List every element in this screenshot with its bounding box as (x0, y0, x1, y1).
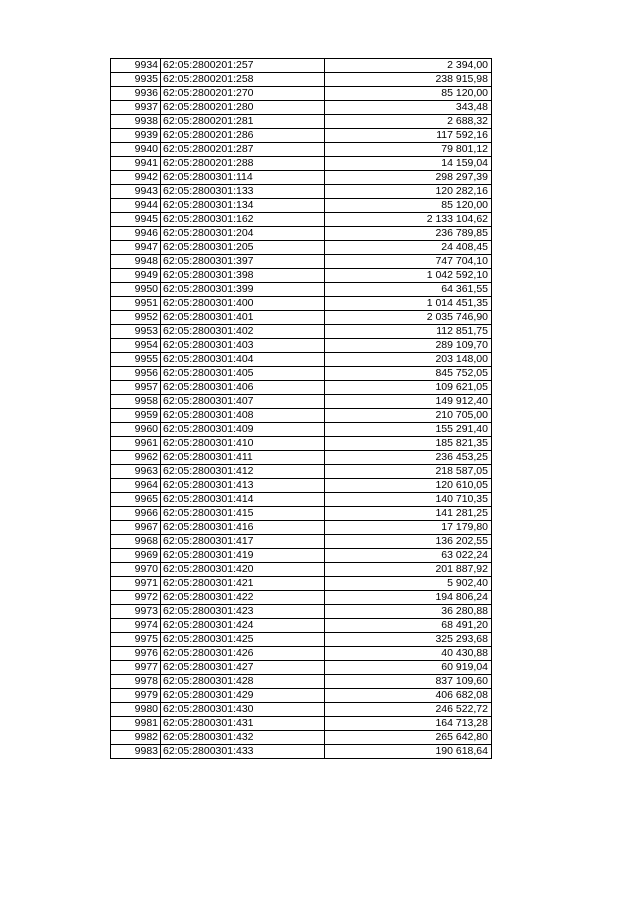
cadastral-number-cell: 62:05:2800301:422 (161, 591, 325, 605)
table-row (111, 661, 492, 675)
row-number-cell: 9941 (111, 157, 161, 171)
cadastral-number-cell: 62:05:2800201:281 (161, 115, 325, 129)
cadastral-number-cell: 62:05:2800301:413 (161, 479, 325, 493)
value-cell: 120 282,16 (325, 185, 492, 199)
value-cell: 406 682,08 (325, 689, 492, 703)
row-number-cell: 9967 (111, 521, 161, 535)
row-number-cell: 9942 (111, 171, 161, 185)
row-number-cell: 9972 (111, 591, 161, 605)
row-number-cell: 9934 (111, 59, 161, 73)
row-number-cell: 9939 (111, 129, 161, 143)
row-number-cell: 9935 (111, 73, 161, 87)
value-cell: 246 522,72 (325, 703, 492, 717)
cadastral-number-cell: 62:05:2800301:419 (161, 549, 325, 563)
row-number-cell: 9963 (111, 465, 161, 479)
table-row (111, 101, 492, 115)
row-number-cell: 9978 (111, 675, 161, 689)
cadastral-number-cell: 62:05:2800301:412 (161, 465, 325, 479)
row-number-cell: 9951 (111, 297, 161, 311)
row-number-cell: 9949 (111, 269, 161, 283)
table-row (111, 171, 492, 185)
value-cell: 164 713,28 (325, 717, 492, 731)
table-row (111, 479, 492, 493)
table-row (111, 157, 492, 171)
value-cell: 210 705,00 (325, 409, 492, 423)
table-row (111, 633, 492, 647)
cadastral-number-cell: 62:05:2800301:204 (161, 227, 325, 241)
row-number-cell: 9952 (111, 311, 161, 325)
value-cell: 17 179,80 (325, 521, 492, 535)
value-cell: 194 806,24 (325, 591, 492, 605)
value-cell: 14 159,04 (325, 157, 492, 171)
table-row (111, 227, 492, 241)
row-number-cell: 9948 (111, 255, 161, 269)
table-row (111, 577, 492, 591)
row-number-cell: 9980 (111, 703, 161, 717)
value-cell: 79 801,12 (325, 143, 492, 157)
table-row (111, 563, 492, 577)
value-cell: 265 642,80 (325, 731, 492, 745)
cadastral-value-table (110, 58, 492, 759)
value-cell: 136 202,55 (325, 535, 492, 549)
cadastral-number-cell: 62:05:2800301:421 (161, 577, 325, 591)
row-number-cell: 9954 (111, 339, 161, 353)
row-number-cell: 9937 (111, 101, 161, 115)
cadastral-number-cell: 62:05:2800301:427 (161, 661, 325, 675)
value-cell: 238 915,98 (325, 73, 492, 87)
cadastral-number-cell: 62:05:2800301:415 (161, 507, 325, 521)
value-cell: 298 297,39 (325, 171, 492, 185)
row-number-cell: 9944 (111, 199, 161, 213)
table-row (111, 87, 492, 101)
cadastral-number-cell: 62:05:2800301:417 (161, 535, 325, 549)
cadastral-number-cell: 62:05:2800301:205 (161, 241, 325, 255)
value-cell: 36 280,88 (325, 605, 492, 619)
cadastral-number-cell: 62:05:2800201:270 (161, 87, 325, 101)
row-number-cell: 9945 (111, 213, 161, 227)
row-number-cell: 9974 (111, 619, 161, 633)
cadastral-number-cell: 62:05:2800301:399 (161, 283, 325, 297)
table-row (111, 269, 492, 283)
cadastral-number-cell: 62:05:2800301:404 (161, 353, 325, 367)
table-row (111, 451, 492, 465)
value-cell: 141 281,25 (325, 507, 492, 521)
table-row (111, 703, 492, 717)
value-cell: 343,48 (325, 101, 492, 115)
row-number-cell: 9981 (111, 717, 161, 731)
value-cell: 236 453,25 (325, 451, 492, 465)
table-row (111, 325, 492, 339)
cadastral-number-cell: 62:05:2800301:408 (161, 409, 325, 423)
table-row (111, 465, 492, 479)
value-cell: 201 887,92 (325, 563, 492, 577)
value-cell: 109 621,05 (325, 381, 492, 395)
value-cell: 120 610,05 (325, 479, 492, 493)
cadastral-number-cell: 62:05:2800301:414 (161, 493, 325, 507)
row-number-cell: 9973 (111, 605, 161, 619)
table-row (111, 73, 492, 87)
value-cell: 64 361,55 (325, 283, 492, 297)
cadastral-number-cell: 62:05:2800301:425 (161, 633, 325, 647)
value-cell: 2 394,00 (325, 59, 492, 73)
value-cell: 24 408,45 (325, 241, 492, 255)
cadastral-number-cell: 62:05:2800301:400 (161, 297, 325, 311)
value-cell: 747 704,10 (325, 255, 492, 269)
cadastral-number-cell: 62:05:2800301:433 (161, 745, 325, 759)
value-cell: 155 291,40 (325, 423, 492, 437)
table-row (111, 437, 492, 451)
row-number-cell: 9940 (111, 143, 161, 157)
table-row (111, 381, 492, 395)
table-row (111, 255, 492, 269)
table-row (111, 493, 492, 507)
row-number-cell: 9957 (111, 381, 161, 395)
value-cell: 112 851,75 (325, 325, 492, 339)
row-number-cell: 9964 (111, 479, 161, 493)
value-cell: 185 821,35 (325, 437, 492, 451)
value-cell: 117 592,16 (325, 129, 492, 143)
value-cell: 149 912,40 (325, 395, 492, 409)
value-cell: 1 014 451,35 (325, 297, 492, 311)
table-row (111, 423, 492, 437)
table-row (111, 185, 492, 199)
row-number-cell: 9982 (111, 731, 161, 745)
cadastral-number-cell: 62:05:2800301:416 (161, 521, 325, 535)
row-number-cell: 9968 (111, 535, 161, 549)
table-row (111, 283, 492, 297)
cadastral-number-cell: 62:05:2800301:424 (161, 619, 325, 633)
row-number-cell: 9943 (111, 185, 161, 199)
row-number-cell: 9936 (111, 87, 161, 101)
table-row (111, 507, 492, 521)
cadastral-number-cell: 62:05:2800301:420 (161, 563, 325, 577)
value-cell: 325 293,68 (325, 633, 492, 647)
table-row (111, 143, 492, 157)
table-row (111, 535, 492, 549)
table-row (111, 395, 492, 409)
value-cell: 837 109,60 (325, 675, 492, 689)
cadastral-number-cell: 62:05:2800301:429 (161, 689, 325, 703)
row-number-cell: 9969 (111, 549, 161, 563)
row-number-cell: 9955 (111, 353, 161, 367)
row-number-cell: 9960 (111, 423, 161, 437)
cadastral-number-cell: 62:05:2800201:287 (161, 143, 325, 157)
value-cell: 60 919,04 (325, 661, 492, 675)
cadastral-number-cell: 62:05:2800301:407 (161, 395, 325, 409)
table-row (111, 311, 492, 325)
cadastral-number-cell: 62:05:2800301:430 (161, 703, 325, 717)
table-row (111, 745, 492, 759)
row-number-cell: 9966 (111, 507, 161, 521)
cadastral-number-cell: 62:05:2800301:162 (161, 213, 325, 227)
value-cell: 203 148,00 (325, 353, 492, 367)
value-cell: 1 042 592,10 (325, 269, 492, 283)
value-cell: 2 035 746,90 (325, 311, 492, 325)
cadastral-number-cell: 62:05:2800301:406 (161, 381, 325, 395)
cadastral-number-cell: 62:05:2800201:280 (161, 101, 325, 115)
value-cell: 63 022,24 (325, 549, 492, 563)
row-number-cell: 9958 (111, 395, 161, 409)
table-row (111, 675, 492, 689)
cadastral-number-cell: 62:05:2800201:286 (161, 129, 325, 143)
table-row (111, 717, 492, 731)
row-number-cell: 9959 (111, 409, 161, 423)
row-number-cell: 9950 (111, 283, 161, 297)
value-cell: 218 587,05 (325, 465, 492, 479)
table-row (111, 409, 492, 423)
cadastral-number-cell: 62:05:2800201:258 (161, 73, 325, 87)
row-number-cell: 9977 (111, 661, 161, 675)
table-row (111, 367, 492, 381)
value-cell: 190 618,64 (325, 745, 492, 759)
table-row (111, 731, 492, 745)
cadastral-number-cell: 62:05:2800201:288 (161, 157, 325, 171)
table-row (111, 521, 492, 535)
row-number-cell: 9976 (111, 647, 161, 661)
table-row (111, 619, 492, 633)
row-number-cell: 9965 (111, 493, 161, 507)
row-number-cell: 9975 (111, 633, 161, 647)
row-number-cell: 9962 (111, 451, 161, 465)
table-row (111, 129, 492, 143)
table-row (111, 549, 492, 563)
row-number-cell: 9938 (111, 115, 161, 129)
table-row (111, 115, 492, 129)
value-cell: 85 120,00 (325, 199, 492, 213)
cadastral-number-cell: 62:05:2800201:257 (161, 59, 325, 73)
row-number-cell: 9946 (111, 227, 161, 241)
row-number-cell: 9983 (111, 745, 161, 759)
cadastral-number-cell: 62:05:2800301:134 (161, 199, 325, 213)
cadastral-number-cell: 62:05:2800301:133 (161, 185, 325, 199)
cadastral-number-cell: 62:05:2800301:401 (161, 311, 325, 325)
table-body (111, 59, 492, 759)
value-cell: 845 752,05 (325, 367, 492, 381)
cadastral-number-cell: 62:05:2800301:410 (161, 437, 325, 451)
value-cell: 236 789,85 (325, 227, 492, 241)
value-cell: 140 710,35 (325, 493, 492, 507)
table-row (111, 213, 492, 227)
table-row (111, 689, 492, 703)
cadastral-number-cell: 62:05:2800301:411 (161, 451, 325, 465)
cadastral-number-cell: 62:05:2800301:423 (161, 605, 325, 619)
cadastral-number-cell: 62:05:2800301:114 (161, 171, 325, 185)
value-cell: 40 430,88 (325, 647, 492, 661)
row-number-cell: 9947 (111, 241, 161, 255)
cadastral-number-cell: 62:05:2800301:409 (161, 423, 325, 437)
cadastral-number-cell: 62:05:2800301:432 (161, 731, 325, 745)
value-cell: 68 491,20 (325, 619, 492, 633)
table-row (111, 647, 492, 661)
cadastral-number-cell: 62:05:2800301:398 (161, 269, 325, 283)
row-number-cell: 9953 (111, 325, 161, 339)
value-cell: 2 133 104,62 (325, 213, 492, 227)
table-row (111, 353, 492, 367)
row-number-cell: 9971 (111, 577, 161, 591)
value-cell: 5 902,40 (325, 577, 492, 591)
cadastral-number-cell: 62:05:2800301:431 (161, 717, 325, 731)
value-cell: 85 120,00 (325, 87, 492, 101)
cadastral-number-cell: 62:05:2800301:397 (161, 255, 325, 269)
table-row (111, 297, 492, 311)
table-row (111, 199, 492, 213)
table-row (111, 605, 492, 619)
cadastral-number-cell: 62:05:2800301:428 (161, 675, 325, 689)
cadastral-number-cell: 62:05:2800301:405 (161, 367, 325, 381)
row-number-cell: 9970 (111, 563, 161, 577)
cadastral-number-cell: 62:05:2800301:426 (161, 647, 325, 661)
table-row (111, 591, 492, 605)
table-row (111, 241, 492, 255)
table-row (111, 59, 492, 73)
row-number-cell: 9979 (111, 689, 161, 703)
value-cell: 2 688,32 (325, 115, 492, 129)
value-cell: 289 109,70 (325, 339, 492, 353)
row-number-cell: 9956 (111, 367, 161, 381)
cadastral-number-cell: 62:05:2800301:402 (161, 325, 325, 339)
cadastral-number-cell: 62:05:2800301:403 (161, 339, 325, 353)
row-number-cell: 9961 (111, 437, 161, 451)
table-row (111, 339, 492, 353)
